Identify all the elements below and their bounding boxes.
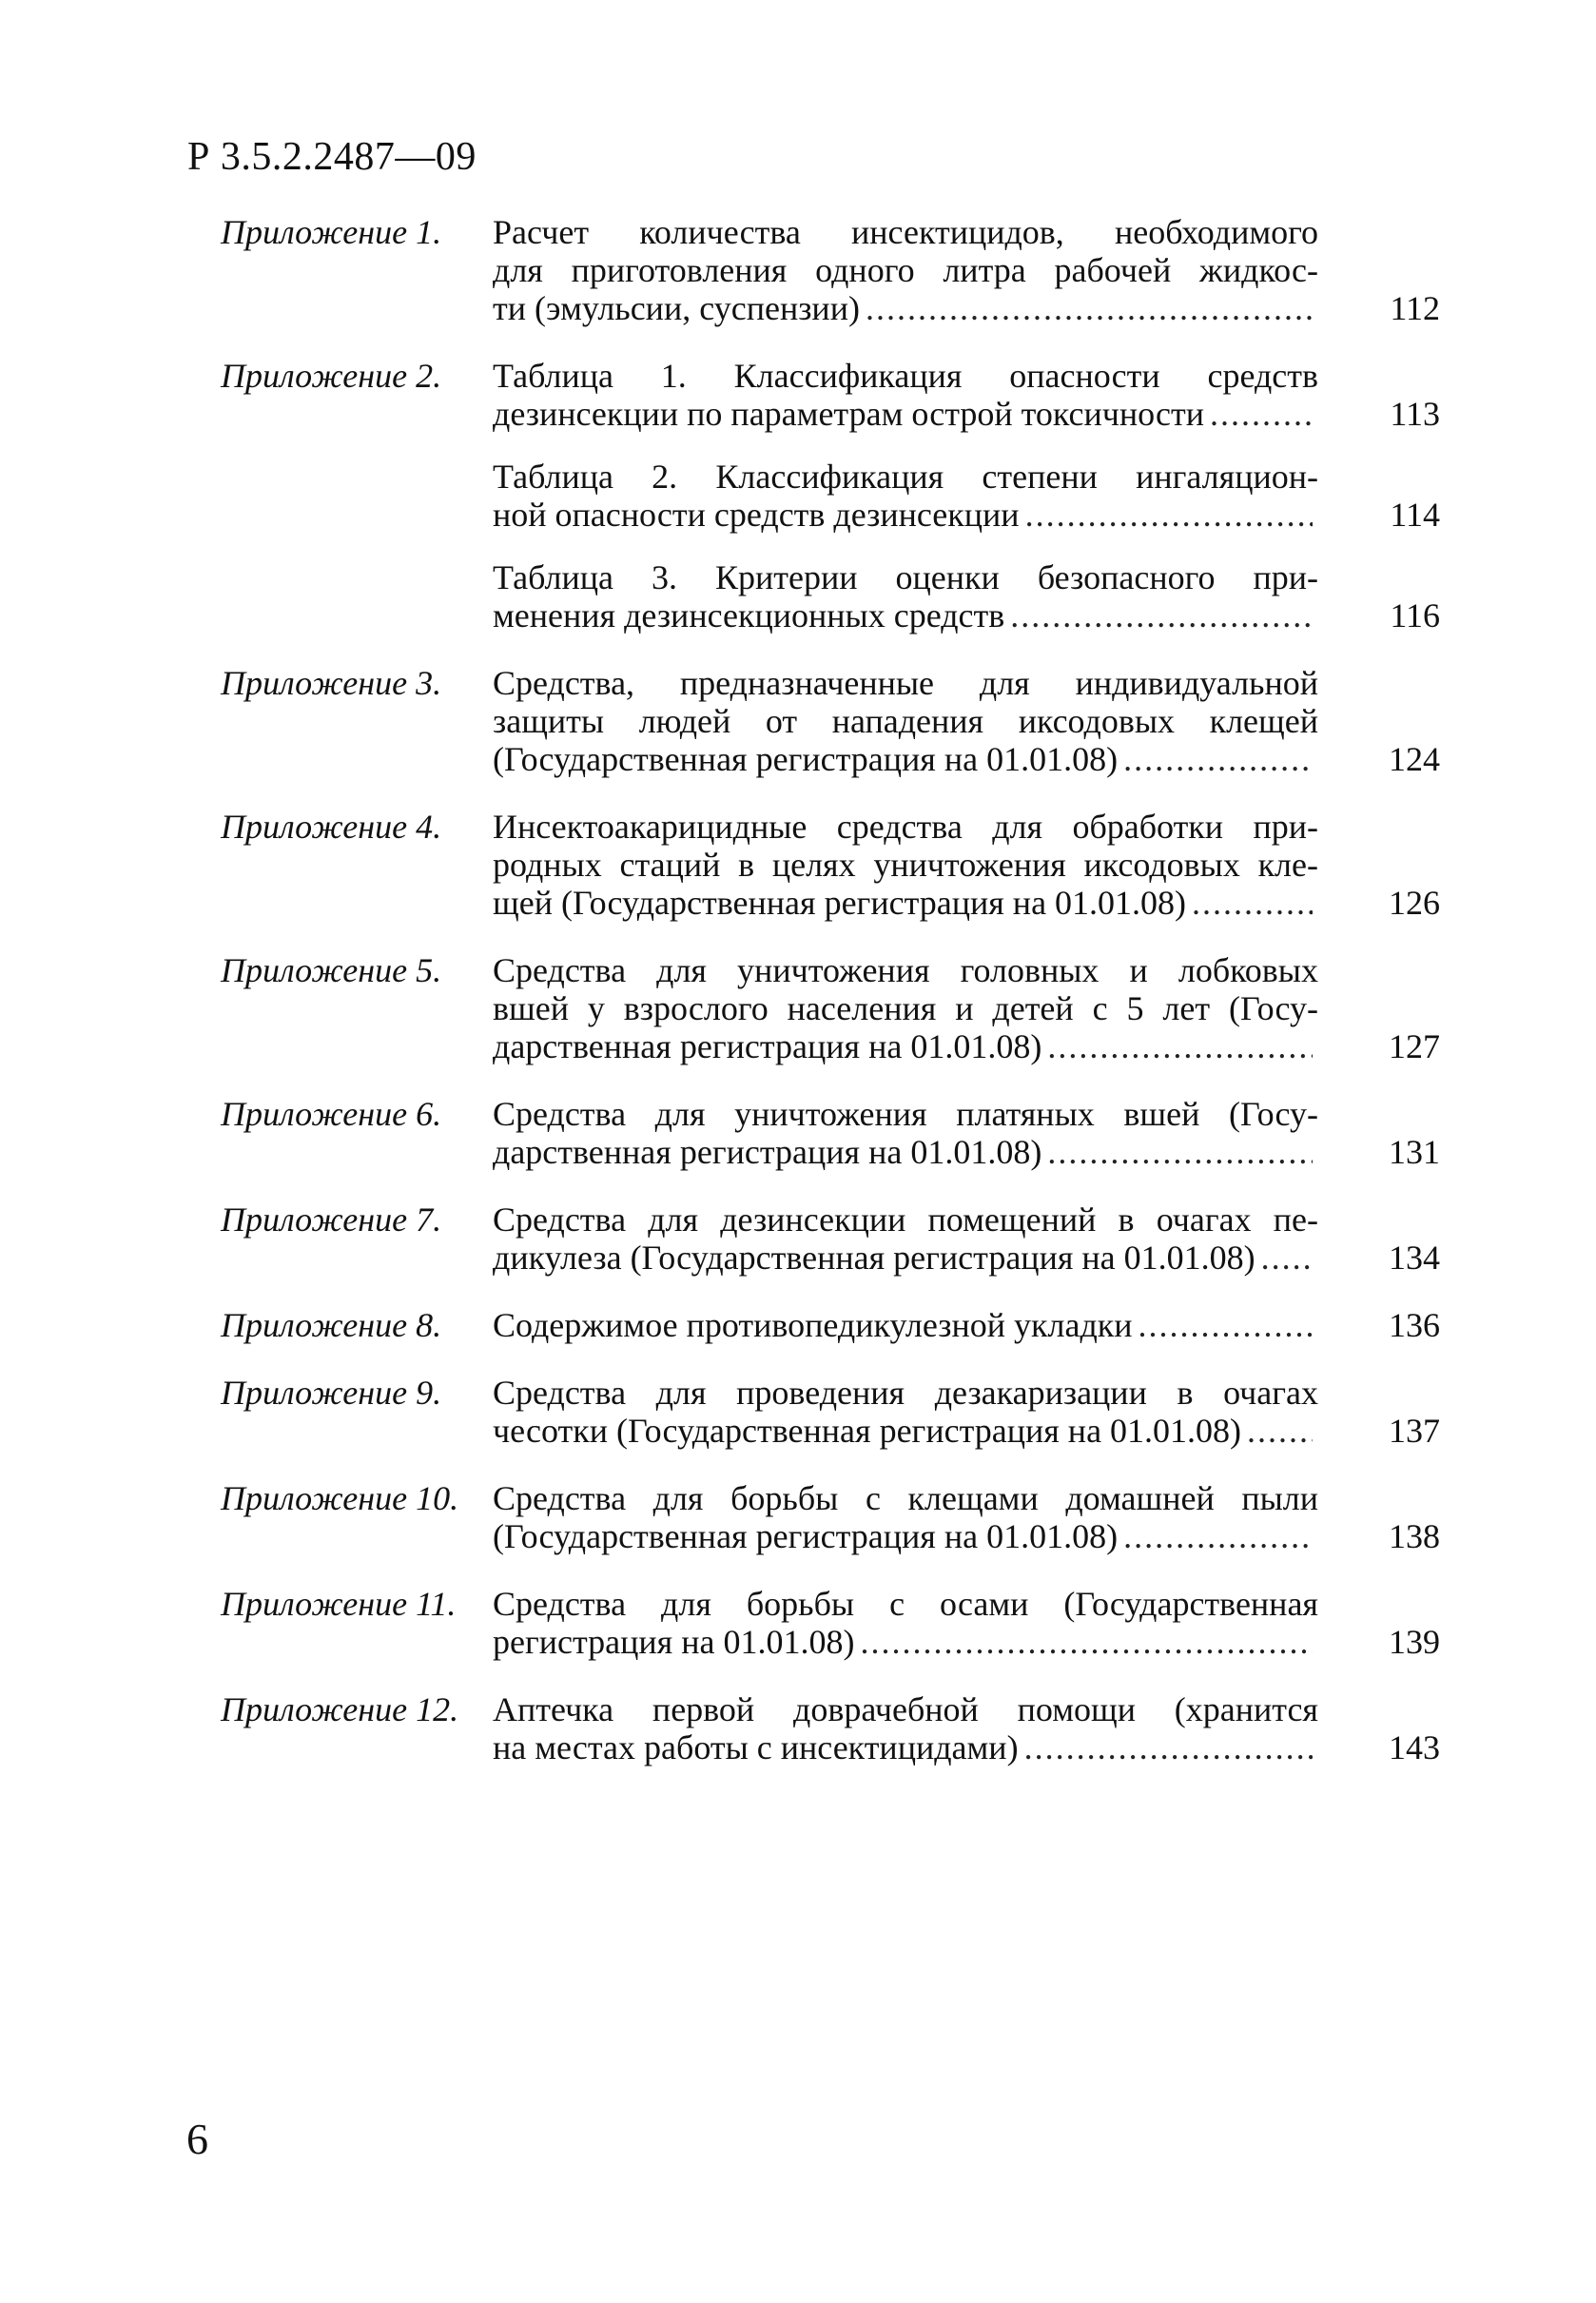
page-reference: 127: [1389, 1027, 1440, 1065]
entry-title-line: [493, 1623, 1318, 1661]
appendix-label: Приложение 2.: [221, 357, 442, 395]
appendix-label: Приложение 11.: [221, 1585, 457, 1623]
entry-title: [493, 1306, 1440, 1344]
dot-leader: [1047, 1133, 1313, 1171]
page-reference: 131: [1389, 1133, 1440, 1171]
entry-title-text: ной опасности средств дезинсекции: [493, 496, 1020, 534]
entry-title-line: [493, 395, 1318, 433]
appendix-label: [221, 558, 493, 634]
appendix-label: Приложение 9.: [221, 1374, 442, 1412]
entry-title: [493, 1200, 1440, 1277]
page-reference: 137: [1389, 1412, 1440, 1450]
page-reference: 112: [1390, 289, 1440, 327]
page-reference: 113: [1390, 395, 1440, 433]
entry-title-line: [493, 496, 1318, 534]
page-reference: 136: [1389, 1306, 1440, 1344]
entry-title-line: [493, 1306, 1318, 1344]
appendix-label: Приложение 10.: [221, 1479, 459, 1517]
page-reference: 139: [1389, 1623, 1440, 1661]
entry-title-line: родных стаций в целях уничтожения иксодовых кле-: [493, 846, 1318, 884]
toc-entry: [221, 1200, 1440, 1277]
entry-title-line: защиты людей от нападения иксодовых клещей: [493, 702, 1318, 740]
entry-title: [493, 951, 1440, 1065]
entry-title-text: (Государственная регистрация на 01.01.08): [493, 1517, 1119, 1555]
appendix-label: Приложение 1.: [221, 213, 442, 251]
entry-title-line: Расчет количества инсектицидов, необходимого: [493, 213, 1318, 251]
appendix-label: Приложение 4.: [221, 808, 442, 846]
entry-title-line: Таблица 1. Классификация опасности средств: [493, 357, 1318, 395]
table-of-contents: [221, 213, 1440, 1796]
entry-title: [493, 558, 1440, 634]
entry-title-line: для приготовления одного литра рабочей жидкос-: [493, 251, 1318, 289]
entry-title-text: регистрация на 01.01.08): [493, 1623, 855, 1661]
appendix-label: Приложение 5.: [221, 951, 442, 989]
entry-title-text: на местах работы с инсектицидами): [493, 1728, 1019, 1766]
entry-title-line: Средства для уничтожения головных и лобковых: [493, 951, 1318, 989]
entry-title-text: Содержимое противопедикулезной укладки: [493, 1306, 1133, 1344]
toc-entry: [221, 1585, 1440, 1661]
entry-title-line: Инсектоакарицидные средства для обработки при-: [493, 808, 1318, 846]
entry-title: [493, 213, 1440, 327]
dot-leader: [1139, 1306, 1313, 1344]
dot-leader: [1010, 596, 1313, 634]
entry-title-text: дикулеза (Государственная регистрация на 01.01.08): [493, 1239, 1255, 1277]
page-reference: 138: [1389, 1517, 1440, 1555]
dot-leader: [1210, 395, 1313, 433]
dot-leader: [1192, 884, 1313, 922]
entry-title: [493, 1690, 1440, 1766]
toc-entry: [221, 213, 1440, 327]
entry-title: [493, 1095, 1440, 1171]
entry-title-line: [493, 884, 1318, 922]
toc-entry: [221, 357, 1440, 433]
entry-title-line: [493, 1133, 1318, 1171]
entry-title-line: [493, 1517, 1318, 1555]
toc-entry: [221, 1095, 1440, 1171]
page-reference: 134: [1389, 1239, 1440, 1277]
entry-title-line: [493, 740, 1318, 778]
page-reference: 126: [1389, 884, 1440, 922]
page-number: 6: [186, 2115, 208, 2163]
dot-leader: [1024, 1728, 1313, 1766]
entry-title-line: Средства для проведения дезакаризации в очагах: [493, 1374, 1318, 1412]
entry-title-line: Средства для борьбы с клещами домашней пыли: [493, 1479, 1318, 1517]
entry-title-text: щей (Государственная регистрация на 01.01.08): [493, 884, 1187, 922]
dot-leader: [1261, 1239, 1313, 1277]
appendix-label: Приложение 6.: [221, 1095, 442, 1133]
entry-title-line: Средства для уничтожения платяных вшей (Госу-: [493, 1095, 1318, 1133]
entry-title-line: [493, 596, 1318, 634]
dot-leader: [860, 1623, 1313, 1661]
entry-title: [493, 458, 1440, 534]
toc-entry: [221, 1374, 1440, 1450]
entry-title-line: [493, 1239, 1318, 1277]
entry-title-text: дарственная регистрация на 01.01.08): [493, 1027, 1042, 1065]
dot-leader: [1123, 1517, 1313, 1555]
dot-leader: [1047, 1027, 1313, 1065]
entry-title: [493, 1585, 1440, 1661]
entry-title-text: чесотки (Государственная регистрация на 01.01.08): [493, 1412, 1242, 1450]
entry-title-line: [493, 289, 1318, 327]
appendix-label: Приложение 8.: [221, 1306, 442, 1344]
entry-title-line: Таблица 3. Критерии оценки безопасного при-: [493, 558, 1318, 596]
entry-title-line: Таблица 2. Классификация степени ингаляцион-: [493, 458, 1318, 496]
entry-title-line: [493, 1728, 1318, 1766]
appendix-label: [221, 458, 493, 534]
entry-title: [493, 808, 1440, 922]
document-code: Р 3.5.2.2487—09: [187, 135, 477, 179]
toc-entry: [221, 458, 1440, 534]
entry-title-line: Средства для борьбы с осами (Государственная: [493, 1585, 1318, 1623]
page-reference: 124: [1389, 740, 1440, 778]
toc-entry: [221, 1479, 1440, 1555]
entry-title-line: Аптечка первой доврачебной помощи (хранится: [493, 1690, 1318, 1728]
entry-title-text: дарственная регистрация на 01.01.08): [493, 1133, 1042, 1171]
entry-title: [493, 1374, 1440, 1450]
entry-title-line: [493, 1027, 1318, 1065]
dot-leader: [1247, 1412, 1313, 1450]
toc-entry: [221, 1306, 1440, 1344]
entry-title-line: Средства для дезинсекции помещений в очагах пе-: [493, 1200, 1318, 1239]
toc-entry: [221, 951, 1440, 1065]
entry-title-text: ти (эмульсии, суспензии): [493, 289, 860, 327]
appendix-label: Приложение 7.: [221, 1200, 442, 1239]
toc-entry: [221, 808, 1440, 922]
entry-title-line: [493, 1412, 1318, 1450]
page-reference: 143: [1389, 1728, 1440, 1766]
dot-leader: [866, 289, 1313, 327]
entry-title: [493, 357, 1440, 433]
toc-entry: [221, 664, 1440, 778]
appendix-label: Приложение 3.: [221, 664, 442, 702]
dot-leader: [1025, 496, 1313, 534]
entry-title-text: дезинсекции по параметрам острой токсичности: [493, 395, 1205, 433]
page-reference: 114: [1390, 496, 1440, 534]
page-reference: 116: [1390, 596, 1440, 634]
entry-title-line: вшей у взрослого населения и детей с 5 лет (Госу-: [493, 989, 1318, 1027]
toc-entry: [221, 1690, 1440, 1766]
dot-leader: [1123, 740, 1313, 778]
appendix-label: Приложение 12.: [221, 1690, 459, 1728]
entry-title: [493, 664, 1440, 778]
entry-title-text: менения дезинсекционных средств: [493, 596, 1005, 634]
toc-entry: [221, 558, 1440, 634]
entry-title-text: (Государственная регистрация на 01.01.08): [493, 740, 1119, 778]
entry-title-line: Средства, предназначенные для индивидуальной: [493, 664, 1318, 702]
entry-title: [493, 1479, 1440, 1555]
